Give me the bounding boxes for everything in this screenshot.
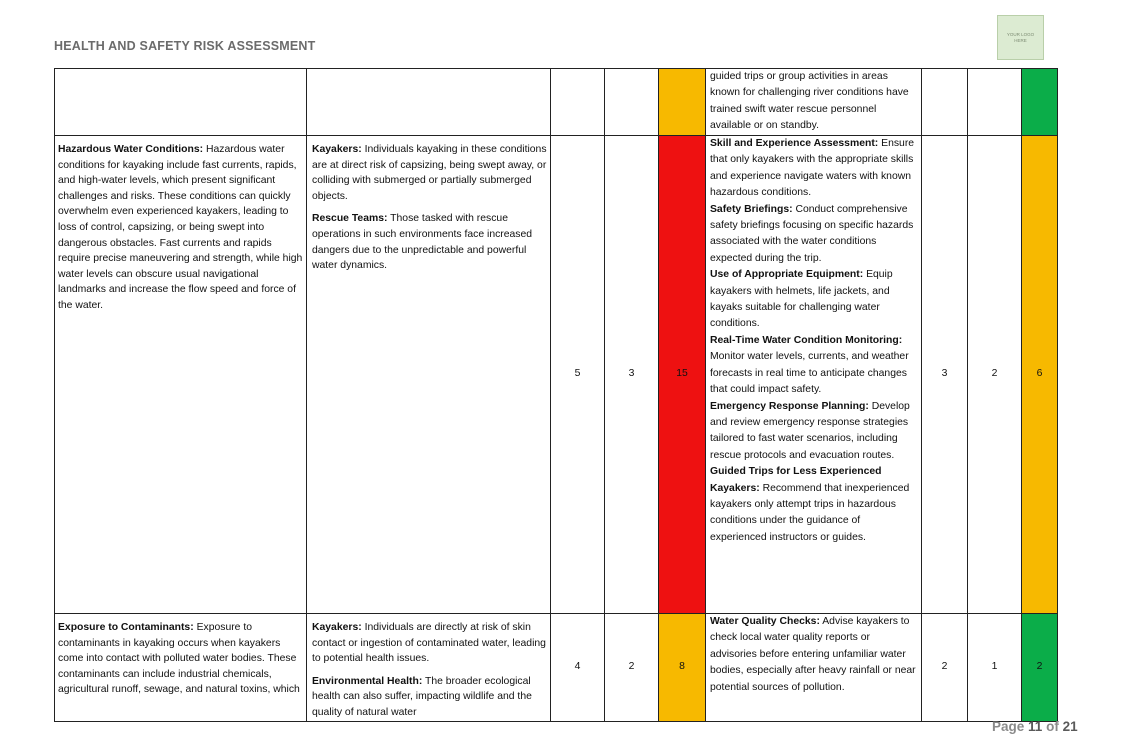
residual-likelihood-cell: 2 (922, 614, 968, 722)
persons-cell (307, 69, 551, 136)
risk-rating-cell: 8 (659, 614, 706, 722)
page-current: 11 (1028, 719, 1043, 734)
likelihood-cell: 4 (551, 614, 605, 722)
residual-likelihood-cell (922, 69, 968, 136)
controls-cell (706, 69, 922, 136)
person-title: Kayakers: (312, 144, 362, 155)
hazard-description (58, 142, 303, 314)
control-entry (710, 136, 919, 202)
table-row-hazardous-water (55, 136, 1058, 614)
severity-cell: 2 (605, 614, 659, 722)
control-title: Emergency Response Planning: (710, 400, 869, 412)
person-title: Environmental Health: (312, 675, 423, 687)
hazard-title: Exposure to Contaminants: (58, 622, 194, 633)
control-title: Water Quality Checks: (710, 616, 820, 627)
hazard-text: Hazardous water conditions for kayaking include fast currents, rapids, and high-water levels, which present significant challenges and risks. These conditions can quickly overwhelm even experienced kayakers, leading to loss of control, capsizing, or being swept into dangerous obstacles. Fast currents and rapids require precise maneuvering and strength, while high water levels can obscure usual navigational landmarks and increase the flow speed and force of the water. (58, 144, 303, 311)
residual-likelihood-cell: 3 (922, 136, 968, 614)
risk-rating-cell: 15 (659, 136, 706, 614)
control-entry (710, 333, 919, 399)
person-title: Kayakers: (312, 622, 362, 633)
page-total: 21 (1062, 719, 1078, 734)
document-title: HEALTH AND SAFETY RISK ASSESSMENT (54, 39, 316, 53)
control-entry (710, 202, 919, 268)
control-text: Monitor water levels, currents, and weather forecasts in real time to anticipate changes that could impact safety. (710, 351, 909, 396)
risk-assessment-table (54, 68, 1058, 722)
control-entry (710, 267, 919, 333)
controls-cell (706, 136, 922, 614)
page-of: of (1046, 719, 1059, 734)
likelihood-cell (551, 69, 605, 136)
control-entry (710, 614, 919, 696)
hazard-text: Exposure to contaminants in kayaking occurs when kayakers come into contact with polluted water bodies. These contaminants can include industrial chemicals, agricultural runoff, sewage, and natural toxins, which (58, 622, 300, 696)
logo-text-line2: HERE (1014, 37, 1027, 43)
control-text: Recommend that inexperienced kayakers only attempt trips in hazardous conditions under the guidance of experienced instructors or guides. (710, 482, 910, 543)
table-row-contaminants (55, 614, 1058, 722)
person-text: Individuals kayaking in these conditions are at direct risk of capsizing, being swept away, or colliding with submerged or partially submerged objects. (312, 144, 547, 202)
hazard-cell (55, 136, 307, 614)
person-text: Individuals are directly at risk of skin contact or ingestion of contaminated water, leading to potential health issues. (312, 622, 546, 665)
risk-rating-cell (659, 69, 706, 136)
control-title: Use of Appropriate Equipment: (710, 269, 864, 281)
hazard-title: Hazardous Water Conditions: (58, 144, 204, 155)
control-text: Develop and review emergency response strategies tailored to fast water scenarios, including rescue protocols and evacuation routes. (710, 400, 910, 461)
control-entry (710, 464, 919, 546)
person-text: Those tasked with rescue operations in such environments face increased dangers due to the unpredictable and powerful water dynamics. (312, 213, 533, 272)
residual-risk-cell: 6 (1022, 136, 1058, 614)
control-text: Equip kayakers with helmets, life jackets, and kayaks suitable for challenging water conditions. (710, 269, 893, 330)
logo-placeholder (997, 15, 1044, 60)
control-text: Advise kayakers to check local water quality reports or advisories before entering unfamiliar water bodies, especially after heavy rainfall or near potential sources of pollution. (710, 616, 916, 693)
hazard-cell (55, 69, 307, 136)
control-title: Real-Time Water Condition Monitoring: (710, 334, 903, 346)
residual-risk-cell (1022, 69, 1058, 136)
residual-severity-cell: 1 (968, 614, 1022, 722)
hazard-description (58, 620, 303, 698)
hazard-cell (55, 614, 307, 722)
logo-text-line1: YOUR LOGO (1006, 31, 1035, 37)
table-row-continuation (55, 69, 1058, 136)
person-title: Rescue Teams: (312, 213, 388, 225)
control-title: Skill and Experience Assessment: (710, 138, 879, 149)
persons-cell (307, 136, 551, 614)
residual-risk-cell: 2 (1022, 614, 1058, 722)
controls-text: guided trips or group activities in areas known for challenging river conditions have trained swift water rescue personnel available or on standby. (710, 71, 909, 132)
person-entry (312, 211, 547, 273)
control-title: Guided Trips for Less Experienced Kayakers: (710, 466, 882, 494)
control-text: Conduct comprehensive safety briefings focusing on specific hazards associated with the water conditions expected during the trip. (710, 203, 914, 264)
severity-cell: 3 (605, 136, 659, 614)
page-number (992, 719, 1078, 734)
residual-severity-cell: 2 (968, 136, 1022, 614)
person-text: The broader ecological health can also suffer, impacting wildlife and the quality of natural water (312, 675, 532, 718)
control-text: Ensure that only kayakers with the appropriate skills and experience navigate waters with known hazardous conditions. (710, 138, 915, 199)
person-entry (312, 620, 547, 667)
residual-severity-cell (968, 69, 1022, 136)
person-entry (312, 142, 547, 204)
severity-cell (605, 69, 659, 136)
persons-cell (307, 614, 551, 722)
likelihood-cell: 5 (551, 136, 605, 614)
controls-cell (706, 614, 922, 722)
person-entry (312, 674, 547, 721)
page-label: Page (992, 719, 1025, 734)
control-entry (710, 399, 919, 465)
control-title: Safety Briefings: (710, 203, 793, 215)
